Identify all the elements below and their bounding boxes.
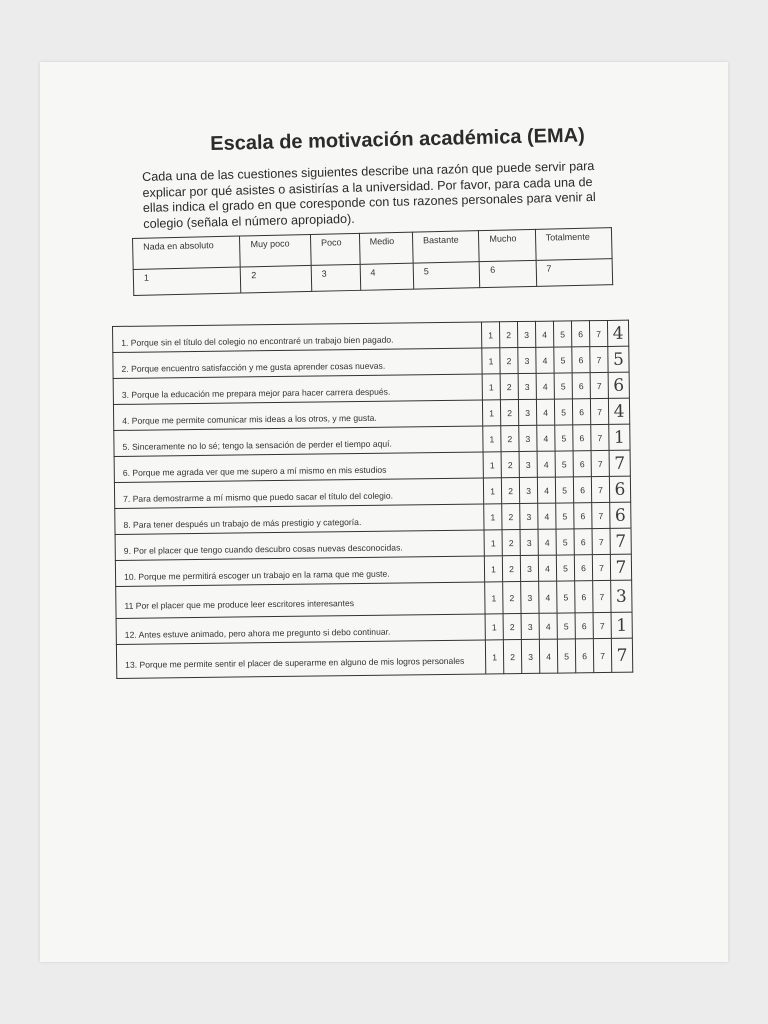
handwritten-answer: 7 [610, 528, 631, 554]
scale-label-6: Mucho [479, 229, 536, 261]
option-cell-5[interactable]: 5 [557, 613, 575, 639]
option-cell-2[interactable]: 2 [500, 374, 518, 400]
option-cell-2[interactable]: 2 [501, 452, 519, 478]
option-cell-1[interactable]: 1 [485, 640, 503, 674]
option-cell-1[interactable]: 1 [481, 322, 499, 348]
option-cell-2[interactable]: 2 [501, 478, 519, 504]
option-cell-6[interactable]: 6 [572, 373, 590, 399]
option-cell-6[interactable]: 6 [575, 581, 593, 613]
option-cell-1[interactable]: 1 [483, 426, 501, 452]
option-cell-1[interactable]: 1 [483, 478, 501, 504]
option-cell-7[interactable]: 7 [593, 612, 611, 638]
option-cell-6[interactable]: 6 [573, 477, 591, 503]
option-cell-4[interactable]: 4 [538, 503, 556, 529]
option-cell-3[interactable]: 3 [517, 321, 535, 347]
handwritten-answer: 3 [611, 580, 632, 612]
scale-label-3: Poco [310, 233, 359, 265]
option-cell-6[interactable]: 6 [575, 613, 593, 639]
question-text: 3. Porque la educación me prepara mejor para hacer carrera después. [113, 374, 482, 405]
scale-label-4: Medio [359, 232, 413, 264]
option-cell-6[interactable]: 6 [573, 451, 591, 477]
scale-label-7: Totalmente [535, 228, 612, 261]
option-cell-3[interactable]: 3 [520, 529, 538, 555]
scale-value-6: 6 [479, 260, 536, 287]
option-cell-5[interactable]: 5 [555, 425, 573, 451]
handwritten-answer: 1 [611, 612, 632, 638]
option-cell-1[interactable]: 1 [482, 374, 500, 400]
option-cell-1[interactable]: 1 [484, 530, 502, 556]
option-cell-7[interactable]: 7 [591, 424, 609, 450]
handwritten-answer: 1 [609, 424, 630, 450]
option-cell-1[interactable]: 1 [483, 452, 501, 478]
question-text: 2. Porque encuentro satisfacción y me gusta aprender cosas nuevas. [113, 348, 482, 379]
question-text: 8. Para tener después un trabajo de más prestigio y categoría. [115, 504, 484, 535]
option-cell-3[interactable]: 3 [521, 581, 539, 613]
option-cell-7[interactable]: 7 [589, 320, 607, 346]
scale-label-5: Bastante [412, 231, 479, 263]
option-cell-3[interactable]: 3 [518, 373, 536, 399]
option-cell-1[interactable]: 1 [484, 504, 502, 530]
option-cell-3[interactable]: 3 [518, 399, 536, 425]
option-cell-2[interactable]: 2 [502, 556, 520, 582]
option-cell-4[interactable]: 4 [539, 613, 557, 639]
handwritten-answer: 6 [608, 372, 629, 398]
option-cell-6[interactable]: 6 [572, 347, 590, 373]
option-cell-4[interactable]: 4 [538, 529, 556, 555]
option-cell-6[interactable]: 6 [574, 529, 592, 555]
question-text: 1. Porque sin el título del colegio no encontraré un trabajo bien pagado. [113, 322, 482, 353]
option-cell-6[interactable]: 6 [574, 555, 592, 581]
option-cell-5[interactable]: 5 [557, 581, 575, 613]
handwritten-answer: 6 [610, 502, 631, 528]
option-cell-4[interactable]: 4 [539, 581, 557, 613]
question-row [116, 638, 632, 678]
option-cell-4[interactable]: 4 [536, 347, 554, 373]
option-cell-3[interactable]: 3 [518, 347, 536, 373]
option-cell-4[interactable]: 4 [539, 639, 557, 673]
option-cell-5[interactable]: 5 [555, 451, 573, 477]
option-cell-3[interactable]: 3 [519, 451, 537, 477]
question-text: 10. Porque me permitirá escoger un trabajo en la rama que me guste. [115, 556, 484, 587]
option-cell-5[interactable]: 5 [554, 347, 572, 373]
option-cell-1[interactable]: 1 [482, 400, 500, 426]
questionnaire-table [112, 320, 633, 679]
scale-value-7: 7 [536, 259, 613, 287]
option-cell-4[interactable]: 4 [535, 321, 553, 347]
option-cell-7[interactable]: 7 [591, 450, 609, 476]
option-cell-6[interactable]: 6 [572, 399, 590, 425]
option-cell-5[interactable]: 5 [554, 399, 572, 425]
handwritten-answer: 7 [610, 554, 631, 580]
question-text: 11 Por el placer que me produce leer escritores interesantes [116, 582, 485, 619]
option-cell-7[interactable]: 7 [592, 502, 610, 528]
option-cell-2[interactable]: 2 [502, 504, 520, 530]
option-cell-5[interactable]: 5 [556, 555, 574, 581]
question-text: 9. Por el placer que tengo cuando descubro cosas nuevas desconocidas. [115, 530, 484, 561]
option-cell-5[interactable]: 5 [553, 321, 571, 347]
question-text: 4. Porque me permite comunicar mis ideas a los otros, y me gusta. [113, 400, 482, 431]
option-cell-6[interactable]: 6 [573, 425, 591, 451]
option-cell-2[interactable]: 2 [502, 530, 520, 556]
handwritten-answer: 4 [608, 398, 629, 424]
option-cell-4[interactable]: 4 [536, 399, 554, 425]
question-text: 13. Porque me permite sentir el placer de superarme en alguno de mis logros personales [116, 640, 485, 679]
instructions-text: Cada una de las cuestiones siguientes describe una razón que puede servir para explicar por qué asistes o asistirías a la universidad. Por favor, para cada una de ellas indica el grado en que coresponde con tus razones personales para venir al colegio (señala el número apropiado). [142, 158, 596, 231]
option-cell-7[interactable]: 7 [593, 580, 611, 612]
option-cell-7[interactable]: 7 [590, 398, 608, 424]
scale-label-1: Nada en absoluto [133, 236, 241, 269]
option-cell-4[interactable]: 4 [538, 555, 556, 581]
option-cell-4[interactable]: 4 [537, 477, 555, 503]
option-cell-5[interactable]: 5 [554, 373, 572, 399]
handwritten-answer: 4 [607, 320, 628, 346]
option-cell-7[interactable]: 7 [593, 638, 611, 672]
option-cell-7[interactable]: 7 [592, 554, 610, 580]
option-cell-6[interactable]: 6 [571, 321, 589, 347]
option-cell-7[interactable]: 7 [591, 476, 609, 502]
question-text: 5. Sinceramente no lo sé; tengo la sensación de perder el tiempo aquí. [114, 426, 483, 457]
option-cell-5[interactable]: 5 [556, 529, 574, 555]
option-cell-2[interactable]: 2 [503, 614, 521, 640]
option-cell-2[interactable]: 2 [503, 640, 521, 674]
scale-value-4: 4 [360, 263, 414, 290]
scale-label-2: Muy poco [240, 234, 311, 267]
option-cell-1[interactable]: 1 [485, 614, 503, 640]
scale-value-2: 2 [241, 265, 312, 293]
option-cell-7[interactable]: 7 [590, 346, 608, 372]
option-cell-2[interactable]: 2 [501, 426, 519, 452]
question-text: 12. Antes estuve animado, pero ahora me pregunto si debo continuar. [116, 614, 485, 645]
scale-legend-table [132, 227, 613, 296]
handwritten-answer: 7 [609, 450, 630, 476]
option-cell-6[interactable]: 6 [574, 503, 592, 529]
option-cell-2[interactable]: 2 [499, 322, 517, 348]
option-cell-2[interactable]: 2 [500, 348, 518, 374]
option-cell-1[interactable]: 1 [482, 348, 500, 374]
handwritten-answer: 6 [609, 476, 630, 502]
option-cell-3[interactable]: 3 [520, 503, 538, 529]
page-title: Escala de motivación académica (EMA) [210, 124, 585, 155]
option-cell-5[interactable]: 5 [557, 639, 575, 673]
option-cell-2[interactable]: 2 [503, 582, 521, 614]
handwritten-answer: 7 [611, 638, 632, 672]
option-cell-3[interactable]: 3 [521, 639, 539, 673]
option-cell-4[interactable]: 4 [537, 451, 555, 477]
question-text: 6. Porque me agrada ver que me supero a mí mismo en mis estudios [114, 452, 483, 483]
option-cell-3[interactable]: 3 [520, 555, 538, 581]
scale-value-3: 3 [311, 264, 360, 291]
option-cell-2[interactable]: 2 [500, 400, 518, 426]
option-cell-7[interactable]: 7 [590, 372, 608, 398]
option-cell-4[interactable]: 4 [537, 425, 555, 451]
option-cell-7[interactable]: 7 [592, 528, 610, 554]
option-cell-6[interactable]: 6 [575, 639, 593, 673]
option-cell-1[interactable]: 1 [484, 556, 502, 582]
option-cell-3[interactable]: 3 [519, 425, 537, 451]
option-cell-5[interactable]: 5 [556, 503, 574, 529]
option-cell-5[interactable]: 5 [555, 477, 573, 503]
scale-value-5: 5 [413, 262, 480, 289]
option-cell-4[interactable]: 4 [536, 373, 554, 399]
question-text: 7. Para demostrarme a mí mismo que puedo sacar el título del colegio. [114, 478, 483, 509]
handwritten-answer: 5 [608, 346, 629, 372]
option-cell-3[interactable]: 3 [521, 613, 539, 639]
option-cell-1[interactable]: 1 [485, 582, 503, 614]
option-cell-3[interactable]: 3 [519, 477, 537, 503]
scale-value-1: 1 [133, 267, 241, 295]
